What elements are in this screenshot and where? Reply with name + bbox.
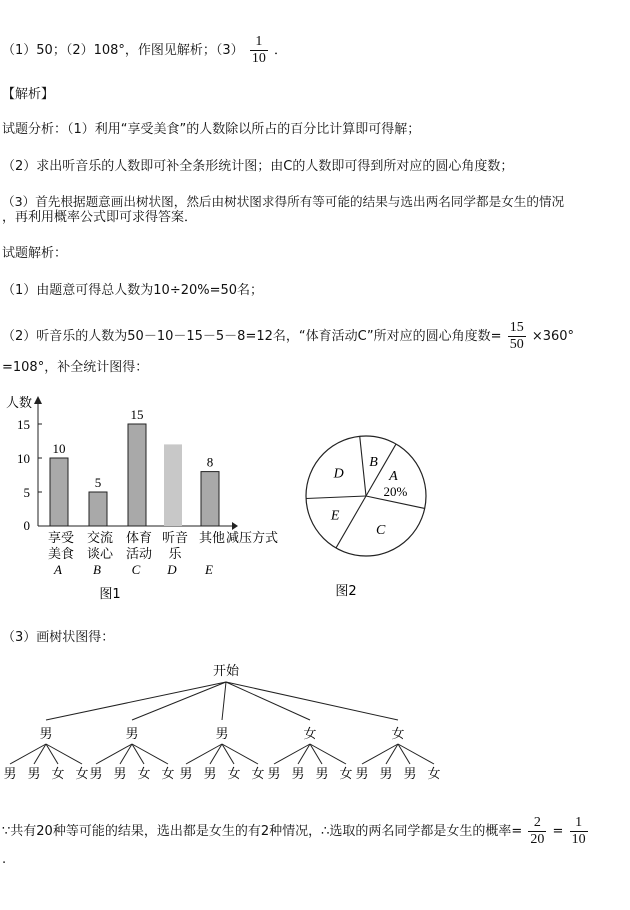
bar xyxy=(89,492,107,526)
tree-root: 开始 xyxy=(212,664,240,679)
category-letter: B xyxy=(93,562,101,577)
tree-level2-node: 男 xyxy=(203,767,217,782)
category-letter: A xyxy=(54,562,62,577)
bar-chart xyxy=(0,388,300,608)
y-tick-label: 15 xyxy=(17,417,30,432)
tree-branch-line xyxy=(226,682,310,720)
tree-level2-node: 男 xyxy=(179,767,193,782)
tree-level2-node: 男 xyxy=(89,767,103,782)
solution-step-3: （3）画树状图得： xyxy=(2,630,115,645)
tree-child-line xyxy=(132,744,168,764)
probability-fraction-2-numerator: 1 xyxy=(570,815,588,832)
tree-level1-node: 女 xyxy=(391,727,405,742)
tree-level2-node: 女 xyxy=(161,767,175,782)
tree-level2-node: 男 xyxy=(267,767,281,782)
bar-value-label: 8 xyxy=(206,454,214,470)
tree-child-line xyxy=(310,744,346,764)
y-tick-label: 10 xyxy=(17,451,30,466)
category-letter: D xyxy=(167,562,177,577)
tree-branch-line xyxy=(132,682,226,720)
bar-value-label: 15 xyxy=(130,407,144,422)
pie-slice-percent: 20% xyxy=(383,483,408,499)
y-axis-label: 人数 xyxy=(6,396,33,411)
tree-level2-node: 女 xyxy=(339,767,353,782)
analysis-title: 试题分析：（1）利用“享受美食”的人数除以所占的百分比计算即可得解； xyxy=(2,122,421,137)
angle-fraction-denominator: 50 xyxy=(509,337,524,352)
probability-fraction-1-numerator: 2 xyxy=(528,815,546,832)
tree-level2-node: 男 xyxy=(315,767,329,782)
solution-step-2b: =108°，补全统计图得： xyxy=(2,360,149,375)
y-tick-label: 5 xyxy=(23,485,30,500)
x-axis-arrow xyxy=(232,522,238,530)
tree-level2-node: 男 xyxy=(355,767,369,782)
pie-slice-label: E xyxy=(330,508,340,524)
conclusion-text: ∵共有20种等可能的结果，选出都是女生的有2种情况，∴选取的两名同学都是女生的概率= xyxy=(2,824,523,839)
tree-level2-node: 男 xyxy=(113,767,127,782)
bar xyxy=(201,472,219,526)
tree-diagram xyxy=(0,660,630,790)
answer-fraction xyxy=(250,34,268,67)
bar-value-label: 5 xyxy=(94,475,102,490)
bar xyxy=(128,424,146,526)
category-label-line2: 谈心 xyxy=(86,547,114,562)
tree-level2-node: 男 xyxy=(379,767,393,782)
angle-fraction-numerator: 15 xyxy=(509,320,524,335)
tree-child-line xyxy=(222,744,258,764)
tree-child-line xyxy=(96,744,132,764)
tree-level1-node: 男 xyxy=(39,727,53,742)
pie-slice-label: A xyxy=(389,468,398,484)
conclusion-line xyxy=(2,815,590,848)
y-tick-label: 0 xyxy=(23,518,30,533)
analysis-heading: 【解析】 xyxy=(2,87,55,102)
pie-chart xyxy=(296,428,446,608)
tree-child-line xyxy=(10,744,46,764)
category-label-line1: 听音 xyxy=(161,531,189,546)
probability-fraction-2 xyxy=(570,815,588,848)
tree-child-line xyxy=(398,744,434,764)
angle-fraction-tail: ×360° xyxy=(531,329,575,344)
tree-level2-node: 男 xyxy=(291,767,305,782)
y-axis-arrow xyxy=(34,396,42,404)
tree-level2-node: 女 xyxy=(251,767,265,782)
answer-fraction-denominator: 10 xyxy=(251,51,266,66)
answer-fraction-numerator: 1 xyxy=(250,34,268,51)
tree-level1-node: 男 xyxy=(125,727,139,742)
answer-end: ． xyxy=(273,43,287,58)
pie-slice-label: B xyxy=(369,454,378,470)
tree-branch-line xyxy=(226,682,398,720)
category-label-line2: 美食 xyxy=(47,547,75,562)
category-label-line1: 交流 xyxy=(86,531,114,546)
tree-level2-node: 女 xyxy=(427,767,441,782)
category-label-line1: 其他 xyxy=(198,531,226,546)
solution-step-2-text: （2）听音乐的人数为50－10－15－5－8=12名，“体育活动C”所对应的圆心角度数= xyxy=(2,329,502,344)
chart-caption: 图1 xyxy=(99,587,121,602)
analysis-line-2: （2）求出听音乐的人数即可补全条形统计图；由C的人数即可得到所对应的圆心角度数； xyxy=(2,159,514,174)
tree-child-line xyxy=(274,744,310,764)
tree-level2-node: 男 xyxy=(3,767,17,782)
bar xyxy=(50,458,68,526)
chart-caption: 图2 xyxy=(335,584,357,599)
bar xyxy=(164,444,182,526)
angle-fraction xyxy=(508,320,526,353)
bar-value-label: 10 xyxy=(52,441,66,456)
tree-level2-node: 女 xyxy=(51,767,65,782)
category-letter: E xyxy=(205,562,213,577)
tree-branch-line xyxy=(46,682,226,720)
probability-fraction-2-denominator: 10 xyxy=(571,832,586,847)
pie-slice-label: D xyxy=(333,466,344,482)
tree-branch-line xyxy=(222,682,226,720)
tree-level2-node: 女 xyxy=(227,767,241,782)
conclusion-end: . xyxy=(2,852,7,867)
category-label-line2: 乐 xyxy=(168,547,182,562)
x-axis-label: 减压方式 xyxy=(226,531,279,546)
category-letter: C xyxy=(131,562,141,577)
tree-level2-node: 男 xyxy=(27,767,41,782)
tree-level2-node: 女 xyxy=(137,767,151,782)
tree-child-line xyxy=(362,744,398,764)
category-label-line1: 体育 xyxy=(125,531,153,546)
probability-fraction-1 xyxy=(528,815,546,848)
tree-child-line xyxy=(46,744,82,764)
category-label-line1: 享受 xyxy=(47,531,75,546)
analysis-line-3b: ，再利用概率公式即可求得答案． xyxy=(2,210,198,225)
tree-level2-node: 男 xyxy=(403,767,417,782)
answer-text: （1）50；（2）108°，作图见解析；（3） xyxy=(2,43,244,58)
solution-step-2 xyxy=(2,320,574,353)
solution-step-1: （1）由题意可得总人数为10÷20%=50名； xyxy=(2,283,264,298)
solution-title: 试题解析： xyxy=(2,246,68,261)
pie-slice-label: C xyxy=(375,522,386,538)
conclusion-equals: = xyxy=(552,824,564,839)
tree-child-line xyxy=(186,744,222,764)
category-label-line2: 活动 xyxy=(125,547,153,562)
analysis-line-3a: （3）首先根据题意画出树状图，然后由树状图求得所有等可能的结果与选出两名同学都是女生的情况 xyxy=(2,194,565,209)
tree-level1-node: 女 xyxy=(303,727,317,742)
tree-level2-node: 女 xyxy=(75,767,89,782)
tree-level1-node: 男 xyxy=(215,727,229,742)
probability-fraction-1-denominator: 20 xyxy=(530,832,545,847)
answer-line xyxy=(2,34,287,67)
